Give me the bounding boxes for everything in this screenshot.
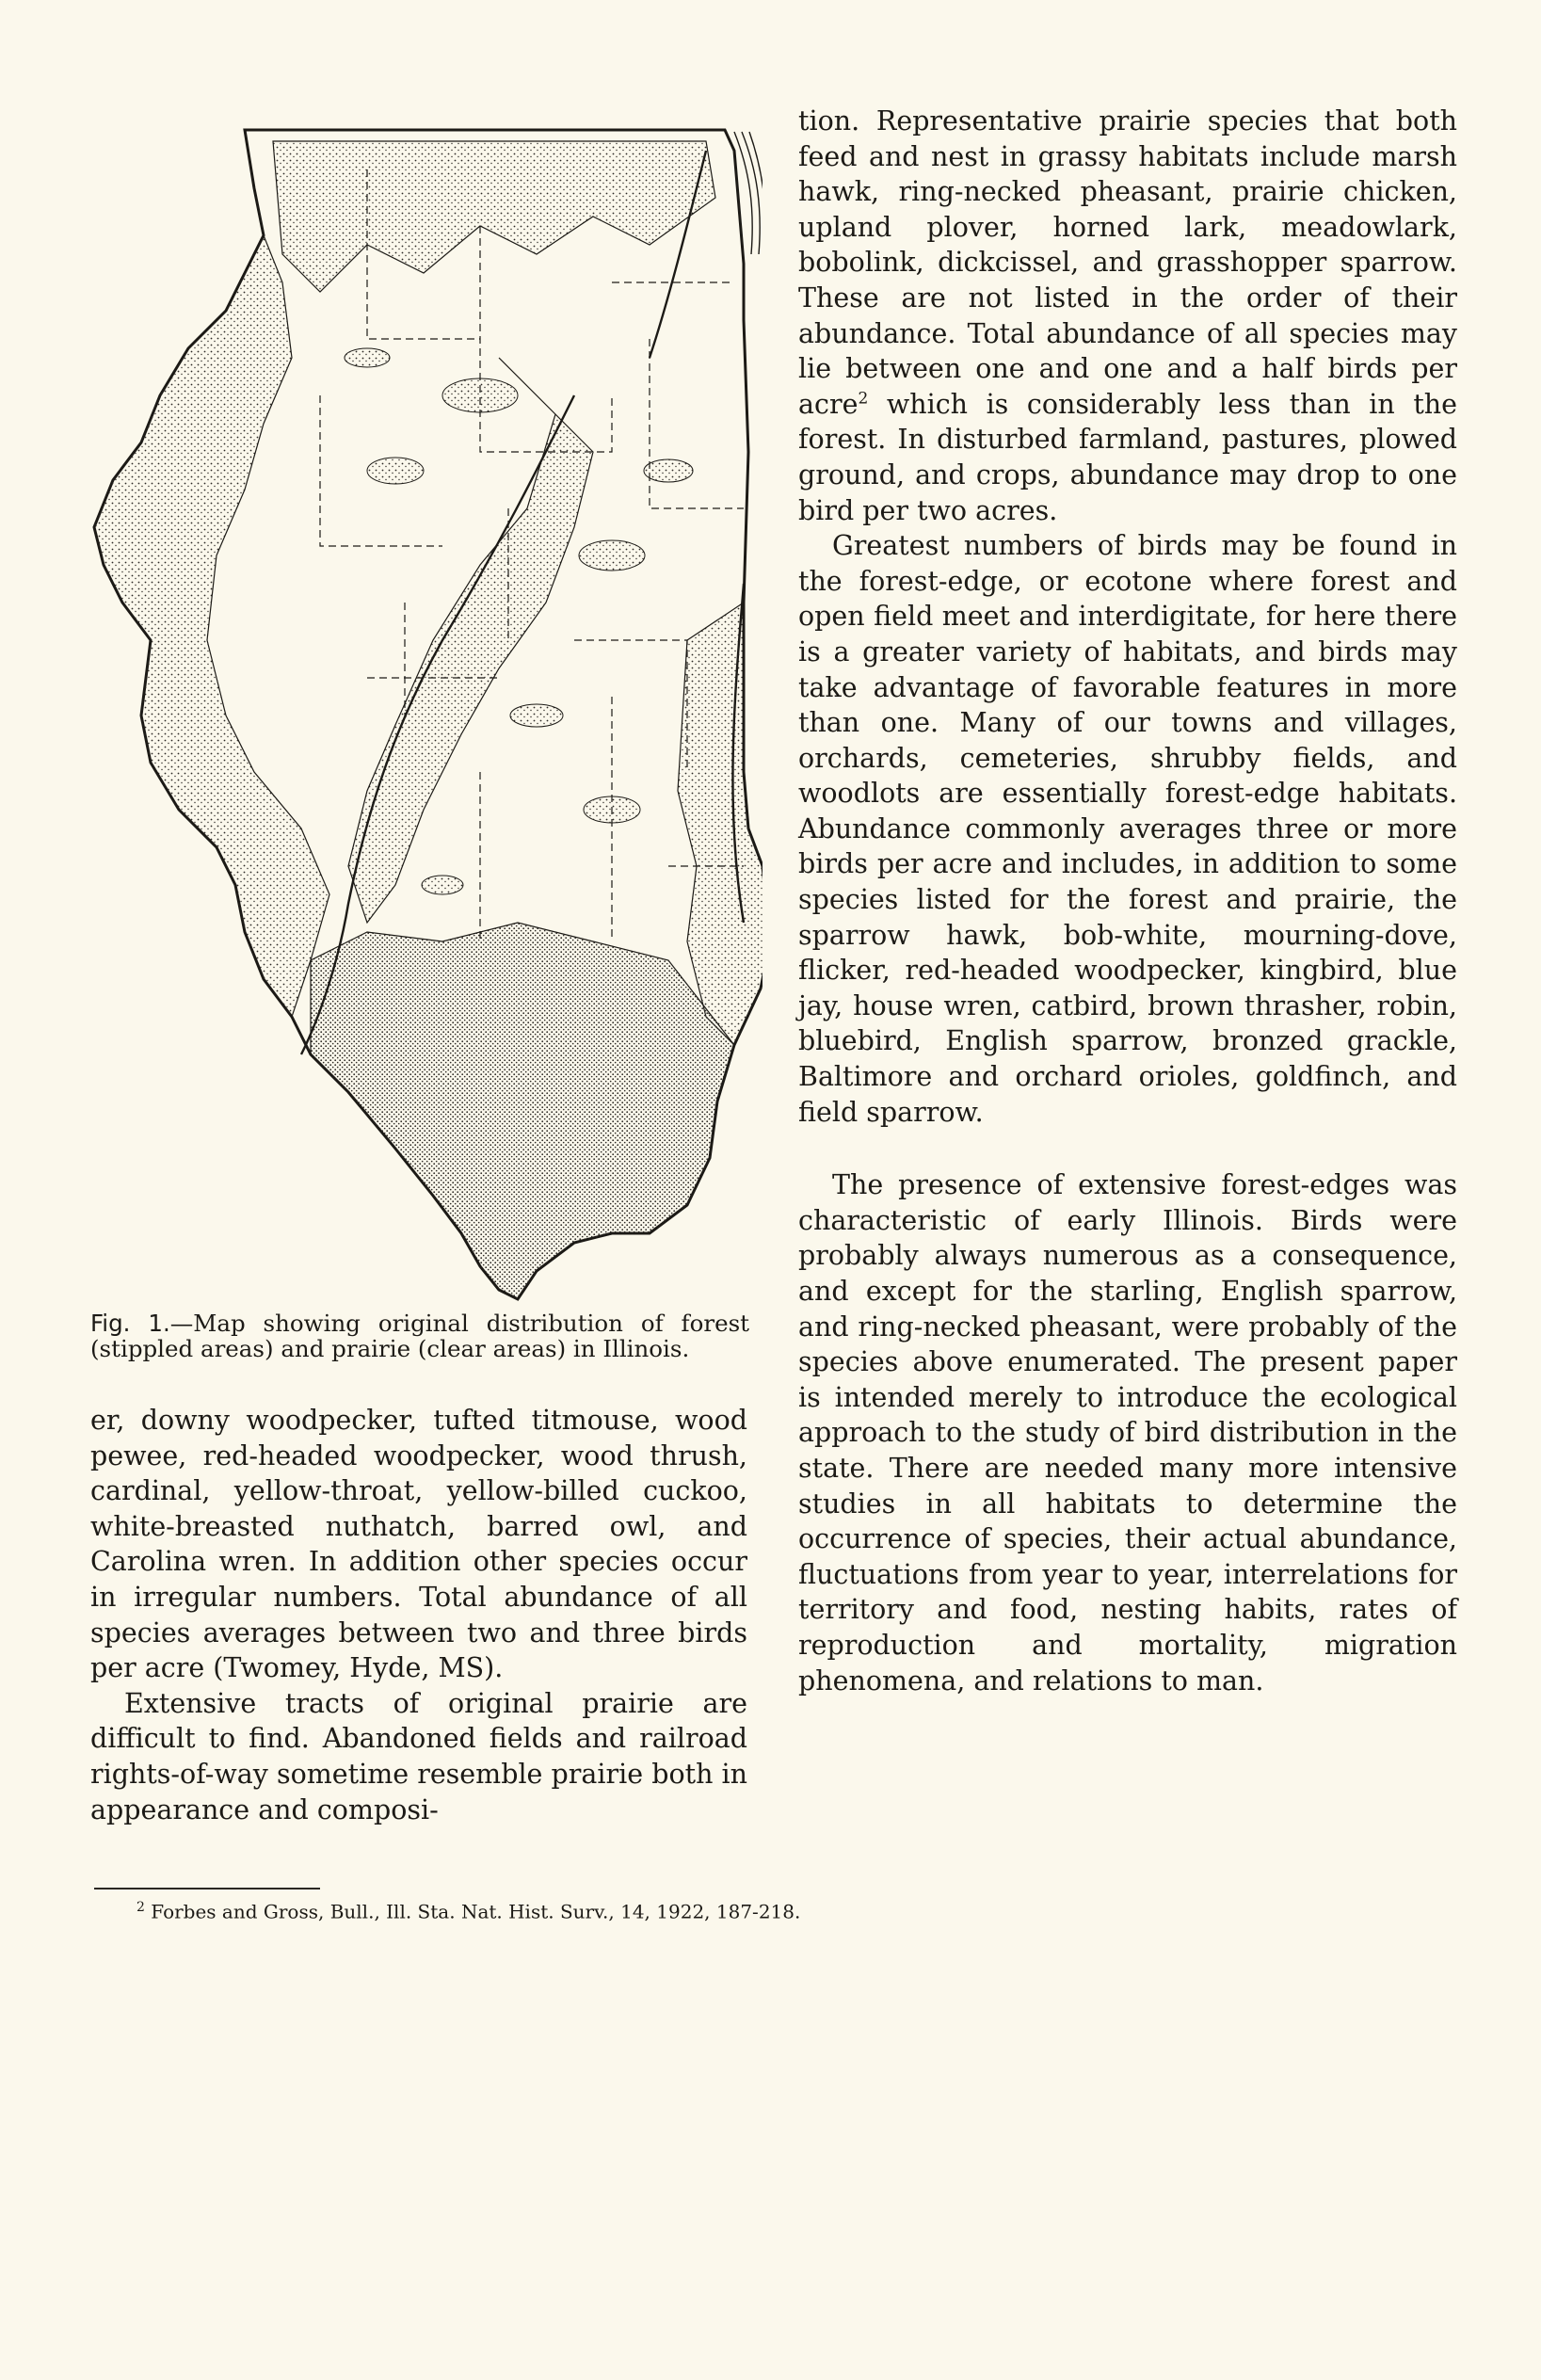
right-paragraph-1 (798, 104, 1457, 528)
figure-caption (90, 1311, 749, 1361)
right-column (798, 104, 1457, 1698)
footnote-text: Forbes and Gross, Bull., Ill. Sta. Nat. Hist. Surv., 14, 1922, 187-218. (144, 1900, 801, 1923)
forest-south (311, 923, 734, 1299)
left-paragraph-2: Extensive tracts of original prairie are difficult to find. Abandoned fields and railroad rights-of-way sometime resemble prairie both in appearance and composi- (90, 1687, 747, 1825)
right-paragraph-1-start: tion. Representative prairie species that both feed and nest in grassy habitats include marsh hawk, ring-necked pheasant, prairie chicken, upland plover, horned lark, meadowlark, bobolink, dickcissel, and grasshopper sparrow. These are not listed in the order of their abundance. Total abundance of all species may lie between one and one and a half birds per acre (798, 105, 1457, 420)
figure-caption-text: —Map showing original distribution of forest (stippled areas) and prairie (clear areas) in Illinois. (90, 1310, 749, 1362)
right-paragraph-3: The presence of extensive forest-edges was characteristic of early Illinois. Birds were probably always numerous as a consequence, and except for the starling, English sparrow, and ring-necked pheasant, were probably of the species above enumerated. The present paper is intended merely to introduce the ecological approach to the study of bird distribution in the state. There are needed many more intensive studies in all habitats to determine the occurrence of species, their actual abundance, fluctuations from year to year, interrelations for territory and food, nesting habits, rates of reproduction and mortality, migration phenomena, and relations to man. (798, 1169, 1457, 1697)
left-paragraph-1: er, downy woodpecker, tufted titmouse, wood pewee, red-headed woodpecker, wood thrush, cardinal, yellow-throat, yellow-billed cuckoo, white-breasted nuthatch, barred owl, and Carolina wren. In addition other species occur in irregular numbers. Total abundance of all species averages between two and three birds per acre (Twomey, Hyde, MS). (90, 1405, 747, 1684)
footnote-marker: 2 (136, 1900, 145, 1915)
figure-label: Fig. 1. (90, 1310, 170, 1337)
footnote-rule (94, 1888, 320, 1890)
right-paragraph-2: Greatest numbers of birds may be found in the forest-edge, or ecotone where forest and open field meet and interdigitate, for here there is a greater variety of habitats, and birds may take advantage of favorable features in more than one. Many of our towns and villages, orchards, cemeteries, shrubby fields, and woodlots are essentially forest-edge habitats. Abundance commonly averages three or more birds per acre and includes, in addition to some species listed for the forest and prairie, the sparrow hawk, bob-white, mourning-dove, flicker, red-headed woodpecker, kingbird, blue jay, house wren, catbird, brown thrasher, robin, bluebird, English sparrow, bronzed grackle, Baltimore and orchard orioles, goldfinch, and field sparrow. (798, 530, 1457, 1128)
footnote (136, 1895, 1266, 1924)
footnote-reference: 2 (858, 389, 869, 409)
illinois-forest-prairie-map (85, 113, 762, 1318)
left-column (90, 1403, 747, 1827)
right-paragraph-1-end: which is considerably less than in the forest. In disturbed farmland, pastures, plowed ground, and crops, abundance may drop to one bird per two acres. (798, 388, 1457, 526)
